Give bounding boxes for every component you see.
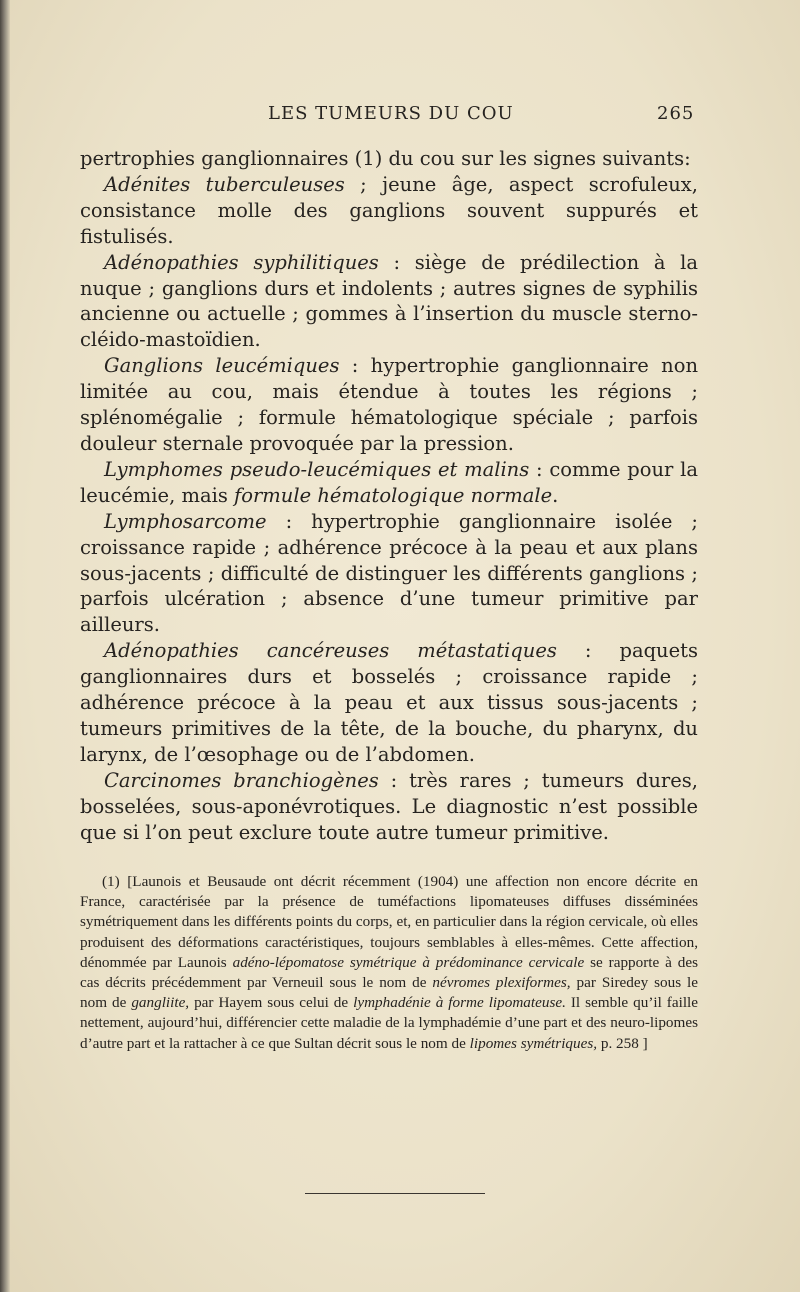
term-heading: Adénopathies syphilitiques — [104, 250, 379, 274]
term-heading: Adénites tuberculeuses — [104, 172, 345, 196]
term-heading: Lymphosarcome — [104, 509, 267, 533]
running-title: LES TUMEURS DU COU — [268, 103, 514, 124]
footnote-text: (1) [Launois et Beusaude ont décrit récemment (1904) une affection non encore décrite en France, caractérisée par la présence de tuméfactions lipomateuses diffuses disséminées symétriquement dans les différents points du corps, et, en particulier dans la région cervicale, où elles produisent des déformations caractéristiques, toujours semblables à elles-mêmes. Cette affection, dénommée par Launois adéno-lépomatose symétrique à prédominance cervicale se rapporte à des cas décrits précédemment par Verneuil sous le nom de névromes plexiformes, par Siredey sous le nom de gangliite, par Hayem sous celui de lymphadénie à forme lipomateuse. Il semble qu’il faille nettement, aujourd’hui, différencier cette maladie de la lymphadémie d’une part et des neuro-lipomes d’autre part et la rattacher à ce que Sultan décrit sous le nom de lipomes symétriques, p. 258 ] — [80, 873, 699, 1052]
paragraph-ganglions-leucemiques: Ganglions leucémiques : hypertrophie ganglionnaire non limitée au cou, mais étendue à toutes les régions ; splénomégalie ; formule hématologique spéciale ; parfois douleur sternale provoquée par la pression. — [80, 354, 699, 455]
footnote — [80, 872, 698, 1054]
paragraph-adenopathies-syphilitiques: Adénopathies syphilitiques : siège de prédilection à la nuque ; ganglions durs et indolents ; autres signes de syphilis ancienne ou actuelle ; gommes à l’insertion du muscle sterno-cléido-mastoïdien. — [80, 250, 698, 352]
running-header — [0, 103, 800, 129]
closing-rule — [305, 1193, 485, 1194]
paragraph-lymphosarcome: Lymphosarcome : hypertrophie ganglionnaire isolée ; croissance rapide ; adhérence précoce à la peau et aux plans sous-jacents ; difficulté de distinguer les différents ganglions ; parfois ulcération ; absence d’une tumeur primitive par ailleurs. — [80, 509, 698, 637]
term-heading: Lymphomes pseudo-leucémiques et malins — [104, 457, 530, 481]
paragraph-continuation: pertrophies ganglionnaires (1) du cou sur les signes suivants: — [80, 147, 691, 170]
term-heading: Carcinomes branchiogènes — [104, 768, 379, 792]
paragraph-lymphomes: Lymphomes pseudo-leucémiques et malins : comme pour la leucémie, mais formule hématologique normale. — [80, 457, 698, 507]
book-spine-shadow — [0, 0, 10, 1292]
paragraph-adenites-tuberculeuses: Adénites tuberculeuses ; jeune âge, aspect scrofuleux, consistance molle des ganglions souvent suppurés et fistulisés. — [80, 172, 698, 248]
term-heading: Adénopathies cancéreuses métastatiques — [104, 639, 557, 663]
term-heading: Ganglions leucémiques — [104, 354, 340, 378]
page-number: 265 — [657, 103, 695, 124]
paragraph-adenopathies-cancereuses: Adénopathies cancéreuses métastatiques : paquets ganglionnaires durs et bosselés ; croissance rapide ; adhérence précoce à la peau et aux tissus sous-jacents ; tumeurs primitives de la tête, de la bouche, du pharynx, du larynx, de l’œsophage ou de l’abdomen. — [80, 639, 698, 766]
body-text — [80, 146, 698, 845]
paragraph-carcinomes-branchiogenes: Carcinomes branchiogènes : très rares ; tumeurs dures, bosselées, sous-aponévrotiques. Le diagnostic n’est possible que si l’on peut exclure toute autre tumeur primitive. — [80, 768, 698, 844]
